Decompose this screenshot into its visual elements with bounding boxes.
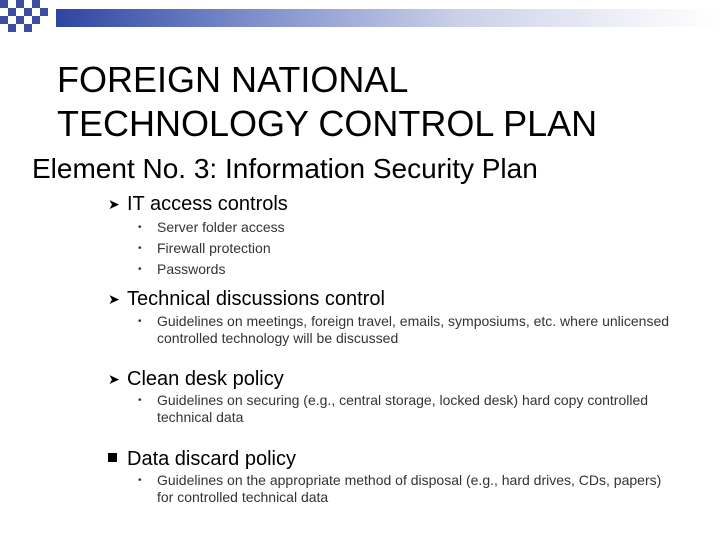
arrow-bullet-icon: ➤ (108, 371, 120, 387)
slide-title-line-2: TECHNOLOGY CONTROL PLAN (57, 103, 598, 144)
dot-bullet-icon: • (138, 243, 142, 254)
slide-title (57, 58, 707, 146)
arrow-bullet-icon: ➤ (108, 291, 120, 307)
slide-title-line-1: FOREIGN NATIONAL (57, 59, 409, 100)
checker-pattern (0, 0, 56, 36)
section-label: IT access controls (127, 193, 288, 215)
sub-item-text: Server folder access (157, 219, 285, 235)
header-decoration (0, 0, 720, 36)
square-bullet-icon (108, 453, 117, 462)
section-label: Technical discussions control (127, 288, 385, 310)
dot-bullet-icon: • (138, 222, 142, 233)
slide-subtitle: Element No. 3: Information Security Plan (32, 153, 538, 184)
sub-item-text: Firewall protection (157, 240, 271, 256)
dot-bullet-icon: • (138, 475, 142, 486)
gradient-strip (56, 9, 720, 27)
arrow-bullet-icon: ➤ (108, 196, 120, 212)
sub-item-text: Guidelines on meetings, foreign travel, emails, symposiums, etc. where unlicensed controlled technology will be discussed (157, 313, 670, 346)
sub-item-text: Passwords (157, 261, 226, 277)
sub-item-text: Guidelines on the appropriate method of disposal (e.g., hard drives, CDs, papers) for controlled technical data (157, 472, 662, 505)
dot-bullet-icon: • (138, 264, 142, 275)
dot-bullet-icon: • (138, 316, 142, 327)
sub-item-text: Guidelines on securing (e.g., central storage, locked desk) hard copy controlled technical data (157, 392, 649, 425)
section-label: Data discard policy (127, 448, 296, 470)
dot-bullet-icon: • (138, 395, 142, 406)
section-label: Clean desk policy (127, 368, 284, 390)
